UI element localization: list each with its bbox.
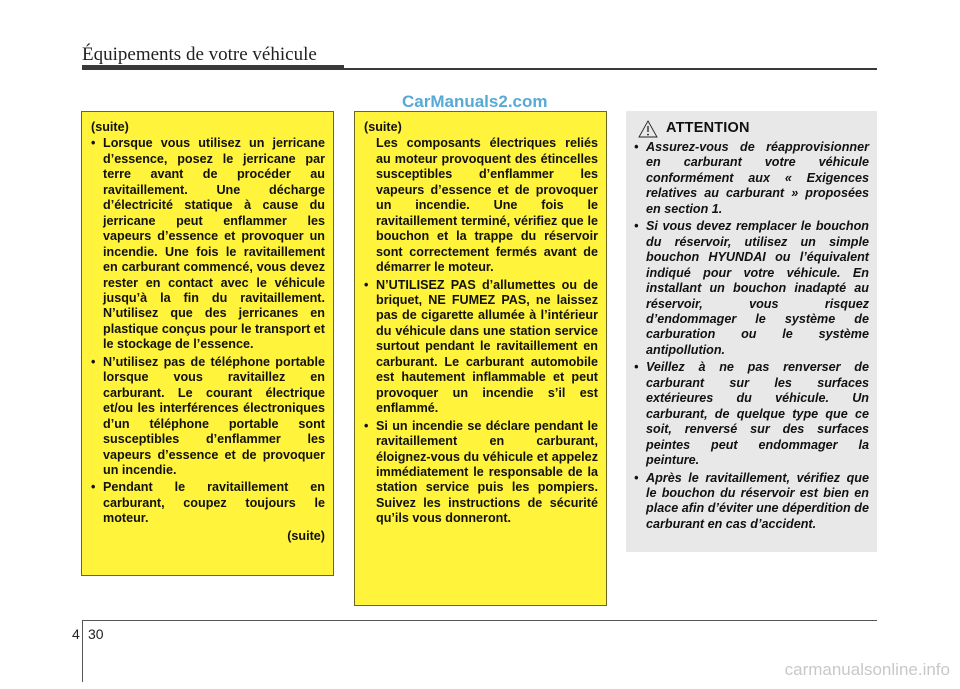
watermark-footer: carmanualsonline.info bbox=[784, 660, 950, 679]
list-item: • N’UTILISEZ PAS d’allumettes ou de briquet, NE FUMEZ PAS, ne laissez pas de cigarette allumée à l’intérieur du véhicule dans une station service surtout pendant le ravitaillement en carburant. Le carburant automobile est hautement inflammable et peut provoquer un incendie s’il est enflammé. bbox=[364, 278, 598, 417]
list-item: • N’utilisez pas de téléphone portable lorsque vous ravitaillez en carburant. Le courant électrique et/ou les interférences électroniques d’un téléphone portable sont susceptibles d’enflammer les vapeurs d’essence et de provoquer un incendie. bbox=[91, 355, 325, 479]
footer-rule-vertical bbox=[82, 620, 83, 682]
list-item: • Si un incendie se déclare pendant le ravitaillement en carburant, éloignez-vous du véhicule et appelez immédiatement le responsable de la station service puis les pompiers. Suivez les instructions de sécurité qu’ils vous donneront. bbox=[364, 419, 598, 527]
footer-rule-horizontal bbox=[82, 620, 877, 621]
intro-paragraph: Les composants électriques reliés au moteur provoquent des étincelles susceptibles d’enflammer les vapeurs d’essence et de provoquer un incendie. Une fois le ravitaillement terminé, vérifiez que le bouchon et la trappe du réservoir sont correctement fermés avant de démarrer le moteur. bbox=[376, 136, 598, 275]
attention-box bbox=[626, 111, 877, 552]
bullet-list bbox=[634, 140, 869, 532]
list-item: • Si vous devez remplacer le bouchon du réservoir, utilisez un simple bouchon HYUNDAI ou l’équivalent indiqué pour votre véhicule. En installant un bouchon inadapté au réservoir, vous risquez d’endommager le système de carburation ou le système antipollution. bbox=[634, 219, 869, 358]
list-item: • Veillez à ne pas renverser de carburant sur les surfaces extérieures du véhicule. Un carburant, de quelque type que ce soit, renversé sur des surfaces peintes peut endommager la peinture. bbox=[634, 360, 869, 468]
page-number: 30 bbox=[88, 626, 104, 642]
header-rule-thin bbox=[344, 68, 877, 70]
bullet-list bbox=[91, 136, 325, 526]
watermark-top: CarManuals2.com bbox=[402, 92, 548, 111]
bullet-list bbox=[364, 278, 598, 527]
continued-end-label: (suite) bbox=[287, 528, 325, 543]
list-item: • Lorsque vous utilisez un jerricane d’essence, posez le jerricane par terre avant de procéder au ravitaillement. Une décharge d’électricité statique à cause du jerricane peut enflammer les vapeurs d’essence et provoquer un incendie. Une fois le ravitaillement en carburant commencé, vous devez rester en contact avec le véhicule jusqu’à la fin du ravitaillement. N’utilisez que des jerricanes en plastique conçus pour le transport et le stockage de l’essence. bbox=[91, 136, 325, 352]
continued-label: (suite) bbox=[364, 120, 402, 134]
header-rule-thick bbox=[82, 65, 344, 70]
warning-triangle-icon bbox=[638, 120, 658, 138]
attention-title: ATTENTION bbox=[666, 120, 750, 137]
warning-box-middle bbox=[354, 111, 607, 606]
attention-header bbox=[634, 120, 869, 138]
warning-box-left bbox=[81, 111, 334, 576]
chapter-number: 4 bbox=[72, 626, 80, 642]
list-item: • Pendant le ravitaillement en carburant, coupez toujours le moteur. bbox=[91, 480, 325, 526]
list-item: • Assurez-vous de réapprovisionner en carburant votre véhicule conformément aux « Exigences relatives au carburant » proposées en section 1. bbox=[634, 140, 869, 217]
list-item: • Après le ravitaillement, vérifiez que le bouchon du réservoir est bien en place afin d’éviter une déperdition de carburant en cas d’accident. bbox=[634, 471, 869, 533]
continued-label: (suite) bbox=[91, 120, 129, 134]
page-header-title: Équipements de votre véhicule bbox=[82, 44, 317, 65]
